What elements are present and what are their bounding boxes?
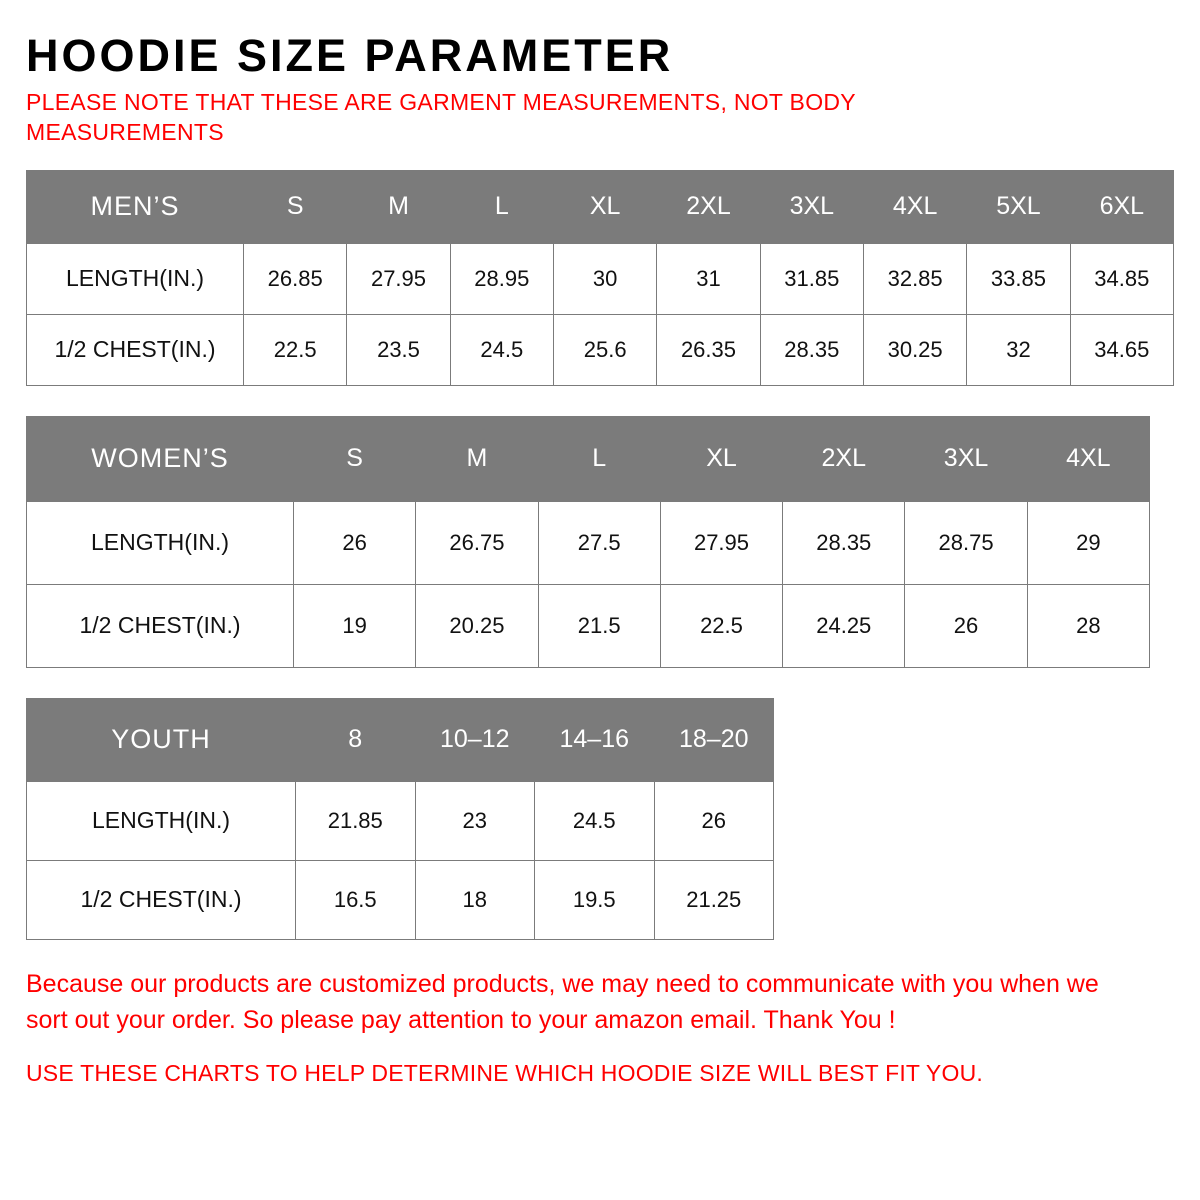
row-label: 1/2 CHEST(IN.) [27, 860, 296, 939]
table-cell: 26.75 [416, 501, 538, 584]
header-cell-size: 4XL [863, 170, 966, 243]
header-cell-size: 18–20 [654, 698, 774, 781]
header-cell-size: 14–16 [535, 698, 655, 781]
footer [26, 966, 1174, 1088]
header-cell-size: 3XL [760, 170, 863, 243]
table-cell: 34.65 [1070, 314, 1173, 385]
header-cell-size: 4XL [1027, 416, 1149, 501]
table-cell: 28.95 [450, 243, 553, 314]
youth-size-table [26, 698, 774, 940]
table-cell: 22.5 [244, 314, 347, 385]
header-cell-size: 2XL [783, 416, 905, 501]
row-label: 1/2 CHEST(IN.) [27, 584, 294, 667]
table-cell: 23.5 [347, 314, 450, 385]
table-cell: 27.95 [347, 243, 450, 314]
table-header-row [27, 698, 774, 781]
table-cell: 27.5 [538, 501, 660, 584]
header-cell-category: MEN’S [27, 170, 244, 243]
table-row [27, 584, 1150, 667]
header-cell-size: 5XL [967, 170, 1070, 243]
table-cell: 31 [657, 243, 760, 314]
table-cell: 23 [415, 781, 535, 860]
row-label: LENGTH(IN.) [27, 501, 294, 584]
table-cell: 21.85 [296, 781, 416, 860]
table-cell: 31.85 [760, 243, 863, 314]
header-cell-size: M [347, 170, 450, 243]
table-cell: 21.5 [538, 584, 660, 667]
table-cell: 34.85 [1070, 243, 1173, 314]
table-cell: 32 [967, 314, 1070, 385]
header-cell-size: L [538, 416, 660, 501]
table-row [27, 860, 774, 939]
table-cell: 26.85 [244, 243, 347, 314]
table-row [27, 314, 1174, 385]
table-cell: 16.5 [296, 860, 416, 939]
header-cell-category: WOMEN’S [27, 416, 294, 501]
header-cell-size: XL [553, 170, 656, 243]
header-cell-size: 8 [296, 698, 416, 781]
table-cell: 29 [1027, 501, 1149, 584]
table-cell: 27.95 [660, 501, 782, 584]
header-cell-size: XL [660, 416, 782, 501]
row-label: LENGTH(IN.) [27, 243, 244, 314]
header-cell-size: 10–12 [415, 698, 535, 781]
table-cell: 20.25 [416, 584, 538, 667]
table-cell: 33.85 [967, 243, 1070, 314]
table-cell: 25.6 [553, 314, 656, 385]
row-label: LENGTH(IN.) [27, 781, 296, 860]
table-header-row [27, 416, 1150, 501]
table-cell: 18 [415, 860, 535, 939]
table-cell: 26.35 [657, 314, 760, 385]
header-cell-size: S [244, 170, 347, 243]
table-cell: 19 [294, 584, 416, 667]
table-cell: 28 [1027, 584, 1149, 667]
footer-paragraph: Because our products are customized products, we may need to communicate with you when we sort out your order. So please pay attention to your amazon email. Thank You ! [26, 969, 1099, 1034]
header-cell-size: L [450, 170, 553, 243]
table-cell: 24.25 [783, 584, 905, 667]
table-cell: 26 [905, 584, 1027, 667]
table-cell: 24.5 [535, 781, 655, 860]
table-cell: 28.35 [760, 314, 863, 385]
mens-size-table [26, 170, 1174, 386]
table-cell: 30.25 [863, 314, 966, 385]
measurement-note: PLEASE NOTE THAT THESE ARE GARMENT MEASUREMENTS, NOT BODY MEASUREMENTS [26, 88, 856, 145]
table-cell: 32.85 [863, 243, 966, 314]
table-row [27, 501, 1150, 584]
table-cell: 28.35 [783, 501, 905, 584]
table-row [27, 243, 1174, 314]
table-row [27, 781, 774, 860]
row-label: 1/2 CHEST(IN.) [27, 314, 244, 385]
header-cell-size: S [294, 416, 416, 501]
page-title: HOODIE SIZE PARAMETER [26, 30, 674, 81]
table-cell: 26 [294, 501, 416, 584]
table-cell: 30 [553, 243, 656, 314]
header-cell-category: YOUTH [27, 698, 296, 781]
table-cell: 28.75 [905, 501, 1027, 584]
table-cell: 19.5 [535, 860, 655, 939]
table-cell: 22.5 [660, 584, 782, 667]
header-cell-size: 3XL [905, 416, 1027, 501]
table-cell: 26 [654, 781, 774, 860]
footer-line: USE THESE CHARTS TO HELP DETERMINE WHICH HOODIE SIZE WILL BEST FIT YOU. [26, 1060, 983, 1087]
header-cell-size: M [416, 416, 538, 501]
table-cell: 21.25 [654, 860, 774, 939]
header-cell-size: 2XL [657, 170, 760, 243]
womens-size-table [26, 416, 1150, 668]
header-cell-size: 6XL [1070, 170, 1173, 243]
table-header-row [27, 170, 1174, 243]
table-cell: 24.5 [450, 314, 553, 385]
